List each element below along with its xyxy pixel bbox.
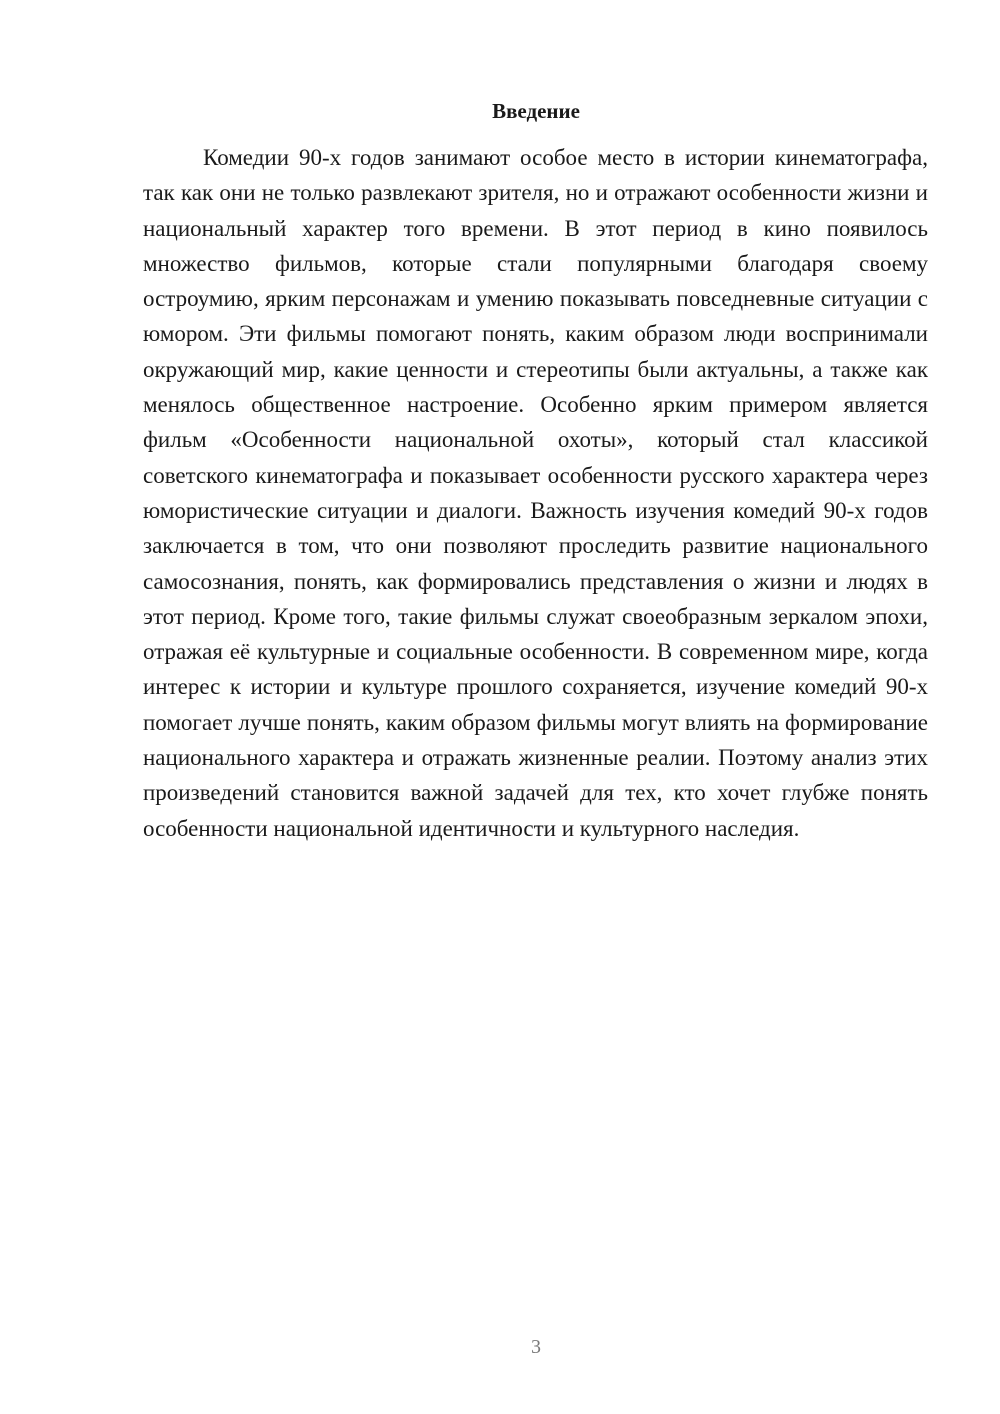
body-paragraph: Комедии 90-х годов занимают особое место в истории кинематографа, так как они не только развлекают зрителя, но и отражают особенности жизни и национальный характер того времени. В этот период в кино появилось множество фильмов, которые стали популярными благодаря своему остроумию, ярким персонажам и умению показывать повседневные ситуации с юмором. Эти фильмы помогают понять, каким образом люди воспринимали окружающий мир, какие ценности и стереотипы были актуальны, а также как менялось общественное настроение. Особенно ярким примером является фильм «Особенности национальной охоты», который стал классикой советского кинематографа и показывает особенности русского характера через юмористические ситуации и диалоги. Важность изучения комедий 90-х годов заключается в том, что они позволяют проследить развитие национального самосознания, понять, как формировались представления о жизни и людях в этот период. Кроме того, такие фильмы служат своеобразным зеркалом эпохи, отражая её культурные и социальные особенности. В современном мире, когда интерес к истории и культуре прошлого сохраняется, изучение комедий 90-х помогает лучше понять, каким образом фильмы могут влиять на формирование национального характера и отражать жизненные реалии. Поэтому анализ этих произведений становится важной задачей для тех, кто хочет глубже понять особенности национальной идентичности и культурного наследия. xyxy=(143,145,928,841)
page-number: 3 xyxy=(531,1336,541,1358)
section-heading: Введение xyxy=(492,99,580,123)
